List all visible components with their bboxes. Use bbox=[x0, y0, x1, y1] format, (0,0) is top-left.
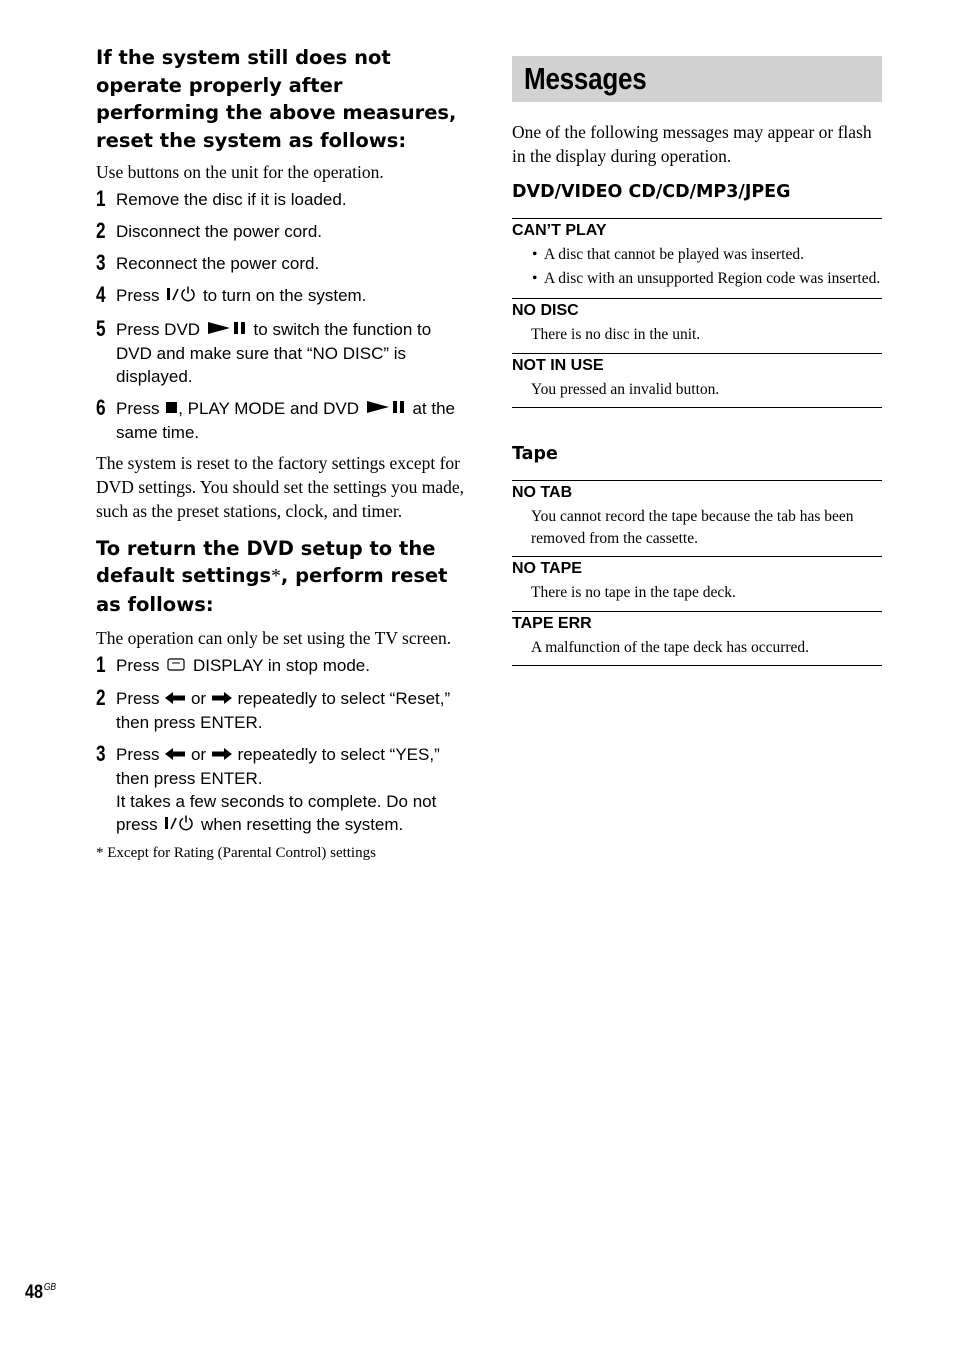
reset-steps bbox=[96, 188, 466, 444]
step-text-part: Press bbox=[116, 745, 160, 765]
step-number: 6 bbox=[96, 394, 106, 420]
step-number: 1 bbox=[96, 652, 106, 678]
right-arrow-icon bbox=[211, 688, 233, 711]
heading-part: To return the DVD setup to the default settings bbox=[96, 536, 436, 588]
bullet-text: A disc that cannot be played was inserted. bbox=[544, 246, 804, 263]
message-table-tape bbox=[512, 480, 882, 666]
section-heading-dvd: DVD/VIDEO CD/CD/MP3/JPEG bbox=[512, 182, 791, 202]
table-row bbox=[512, 557, 882, 612]
step-text-part: or bbox=[190, 689, 207, 709]
bullet: • bbox=[532, 246, 538, 263]
step-number: 3 bbox=[96, 741, 106, 767]
message-description: A malfunction of the tape deck has occurred. bbox=[531, 638, 810, 656]
step-text-part: Press bbox=[116, 656, 160, 676]
page-number-suffix: GB bbox=[43, 1282, 57, 1293]
step-number: 2 bbox=[96, 218, 106, 243]
list-item bbox=[96, 284, 466, 309]
step-text-part: repeatedly to select “Reset,” then press ENTER. bbox=[116, 689, 451, 733]
step-text bbox=[116, 284, 466, 309]
list-item bbox=[96, 394, 466, 444]
step-text-part: Press DVD bbox=[116, 319, 201, 339]
messages-intro: One of the following messages may appear or flash in the display during operation. bbox=[512, 122, 872, 166]
reset-note: The system is reset to the factory settings except for DVD settings. You should set the settings you made, such as the preset stations, clock, and timer. bbox=[96, 452, 464, 521]
step-text-part: repeatedly to select “YES,” then press ENTER. bbox=[116, 745, 440, 789]
step-text-part: to turn on the system. bbox=[202, 286, 367, 305]
reset-heading: If the system still does not operate properly after performing the above measures, reset the system as follows: bbox=[96, 46, 457, 152]
message-code: CAN’T PLAY bbox=[512, 222, 607, 239]
power-icon bbox=[162, 814, 196, 838]
step-number: 4 bbox=[96, 282, 106, 307]
reset-intro: Use buttons on the unit for the operation. bbox=[96, 162, 384, 182]
page-number bbox=[25, 1282, 56, 1304]
section-heading-tape: Tape bbox=[512, 444, 558, 464]
left-column bbox=[96, 44, 466, 863]
step-text: Disconnect the power cord. bbox=[116, 222, 322, 241]
step-text: Remove the disc if it is loaded. bbox=[116, 190, 347, 209]
left-arrow-icon bbox=[164, 688, 186, 711]
step-text-part: Press bbox=[116, 286, 160, 305]
page-number-value: 48 bbox=[25, 1282, 43, 1303]
message-description: There is no disc in the unit. bbox=[531, 326, 701, 343]
bullet: • bbox=[532, 269, 538, 287]
list-item bbox=[96, 743, 466, 838]
step-text-part: when resetting the system. bbox=[201, 815, 404, 835]
messages-title-banner bbox=[512, 56, 882, 102]
left-arrow-icon bbox=[164, 744, 186, 767]
list-item bbox=[96, 188, 466, 211]
step-text-part: , PLAY MODE and DVD bbox=[178, 398, 359, 418]
table-row bbox=[512, 219, 882, 299]
list-item bbox=[512, 244, 882, 266]
step-text bbox=[116, 654, 466, 678]
list-item bbox=[96, 654, 466, 678]
step-text bbox=[116, 318, 466, 388]
right-column bbox=[512, 56, 882, 666]
step-text-part: DISPLAY in stop mode. bbox=[192, 656, 370, 676]
step-text-part: to switch the function to DVD and make sure that “NO DISC” is displayed. bbox=[116, 319, 432, 386]
footnote: * Except for Rating (Parental Control) settings bbox=[96, 844, 376, 861]
step-text bbox=[116, 397, 466, 444]
step-text bbox=[116, 743, 466, 838]
step-text-part: Press bbox=[116, 689, 160, 709]
message-description: You pressed an invalid button. bbox=[531, 380, 720, 398]
heading-part: , perform reset as follows: bbox=[96, 564, 448, 616]
table-row bbox=[512, 612, 882, 667]
step-text-part: Press bbox=[116, 398, 160, 418]
list-item bbox=[512, 268, 882, 290]
page-title: Messages bbox=[524, 61, 647, 96]
power-icon bbox=[164, 285, 198, 309]
step-number: 3 bbox=[96, 250, 106, 275]
step-text bbox=[116, 687, 466, 734]
step-text: Reconnect the power cord. bbox=[116, 254, 320, 273]
dvd-reset-heading bbox=[96, 535, 466, 619]
step-number: 5 bbox=[96, 315, 106, 341]
message-code: NO TAPE bbox=[512, 560, 582, 577]
list-item bbox=[96, 252, 466, 275]
step-number: 2 bbox=[96, 685, 106, 711]
message-code: NO TAB bbox=[512, 484, 573, 501]
footnote-marker: * bbox=[271, 566, 281, 588]
play-pause-icon bbox=[364, 398, 408, 421]
message-description: You cannot record the tape because the tab has been removed from the cassette. bbox=[531, 508, 854, 547]
step-number: 1 bbox=[96, 186, 106, 211]
table-row bbox=[512, 354, 882, 409]
step-text-part: It takes a few seconds to complete. Do not press bbox=[116, 792, 437, 835]
message-bullets bbox=[512, 244, 882, 289]
bullet-text: A disc with an unsupported Region code was inserted. bbox=[544, 269, 881, 287]
table-row bbox=[512, 299, 882, 354]
dvd-reset-steps bbox=[96, 654, 466, 838]
display-icon bbox=[164, 655, 188, 678]
list-item bbox=[96, 687, 466, 734]
step-text-part: at the same time. bbox=[116, 398, 455, 442]
list-item bbox=[96, 315, 466, 388]
step-text-part: or bbox=[190, 745, 207, 765]
message-table-dvd bbox=[512, 218, 882, 408]
message-code: TAPE ERR bbox=[512, 614, 592, 632]
play-pause-icon bbox=[205, 319, 249, 342]
dvd-reset-intro: The operation can only be set using the TV screen. bbox=[96, 628, 452, 649]
message-code: NO DISC bbox=[512, 302, 579, 319]
right-arrow-icon bbox=[211, 744, 233, 767]
table-row bbox=[512, 481, 882, 557]
message-description: There is no tape in the tape deck. bbox=[531, 584, 736, 601]
list-item bbox=[96, 220, 466, 243]
message-code: NOT IN USE bbox=[512, 356, 604, 374]
stop-icon bbox=[164, 398, 178, 421]
